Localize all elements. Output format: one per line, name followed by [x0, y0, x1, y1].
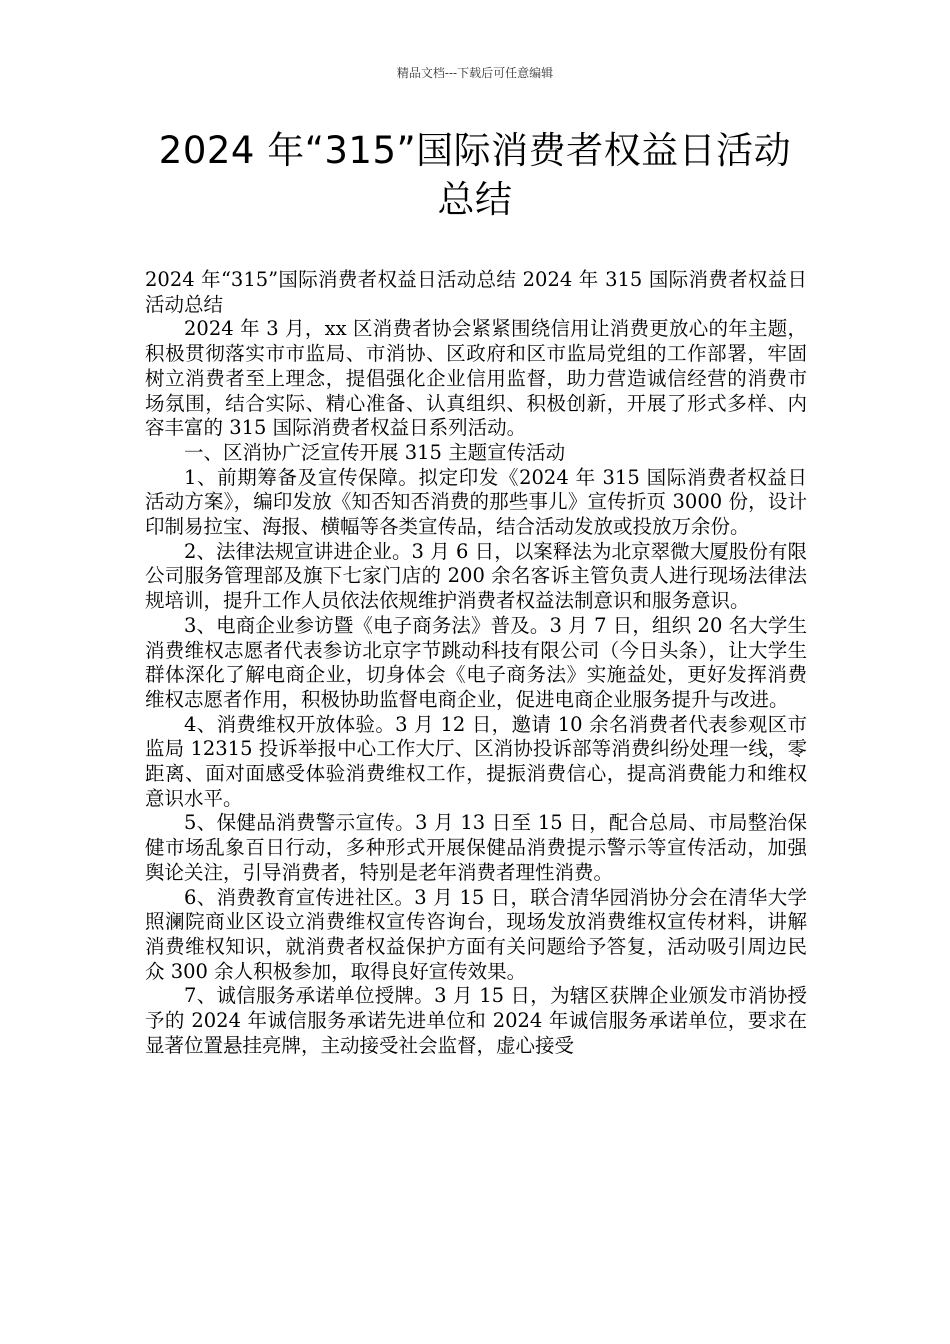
item-paragraph-6: 6、消费教育宣传进社区。3 月 15 日，联合清华园消协分会在清华大学照澜院商业区设立消费维权宣传咨询台，现场发放消费维权宣传材料，讲解消费维权知识，就消费者权益保护方面有关问题给予答复，活动吸引周边民众 300 余人积极参加，取得良好宣传效果。 — [145, 885, 807, 983]
document-title — [100, 126, 850, 224]
item-paragraph-5: 5、保健品消费警示宣传。3 月 13 日至 15 日，配合总局、市局整治保健市场乱象百日行动，多种形式开展保健品消费提示警示等宣传活动，加强舆论关注，引导消费者，特别是老年消费者理性消费。 — [145, 811, 807, 884]
document-body — [145, 268, 807, 1059]
page-header: 精品文档---下载后可任意编辑 — [396, 66, 554, 80]
item-paragraph-7: 7、诚信服务承诺单位授牌。3 月 15 日，为辖区获牌企业颁发市消协授予的 2024 年诚信服务承诺先进单位和 2024 年诚信服务承诺单位，要求在显著位置悬挂亮牌，主动接受社会监督，虚心接受 — [145, 984, 807, 1057]
section-heading: 一、区消协广泛宣传开展 315 主题宣传活动 — [184, 440, 566, 464]
lead-paragraph: 2024 年“315”国际消费者权益日活动总结 2024 年 315 国际消费者权益日活动总结 — [145, 268, 807, 316]
intro-paragraph: 2024 年 3 月，xx 区消费者协会紧紧围绕信用让消费更放心的年主题，积极贯彻落实市市监局、市消协、区政府和区市监局党组的工作部署，牢固树立消费者至上理念，提倡强化企业信用监督，助力营造诚信经营的消费市场氛围，结合实际、精心准备、认真组织、积极创新，开展了形式多样、内容丰富的 315 国际消费者权益日系列活动。 — [145, 317, 807, 440]
title-line-2: 总结 — [437, 178, 513, 221]
item-paragraph-2: 2、法律法规宣讲进企业。3 月 6 日，以案释法为北京翠微大厦股份有限公司服务管理部及旗下七家门店的 200 余名客诉主管负责人进行现场法律法规培训，提升工作人员依法依规维护消费者权益法制意识和服务意识。 — [145, 539, 807, 613]
item-paragraph-1: 1、前期筹备及宣传保障。拟定印发《2024 年 315 国际消费者权益日活动方案》，编印发放《知否知否消费的那些事儿》宣传折页 3000 份，设计印制易拉宝、海报、横幅等各类宣传品，结合活动发放或投放万余份。 — [145, 465, 807, 539]
title-line-1: 2024 年“315”国际消费者权益日活动 — [158, 129, 792, 172]
item-paragraph-3: 3、电商企业参访暨《电子商务法》普及。3 月 7 日，组织 20 名大学生消费维权志愿者代表参访北京字节跳动科技有限公司（今日头条），让大学生群体深化了解电商企业，切身体会《电子商务法》实施益处，更好发挥消费维权志愿者作用，积极协助监督电商企业，促进电商企业服务提升与改进。 — [145, 613, 807, 711]
item-paragraph-4: 4、消费维权开放体验。3 月 12 日，邀请 10 余名消费者代表参观区市监局 12315 投诉举报中心工作大厅、区消协投诉部等消费纠纷处理一线，零距离、面对面感受体验消费维权工作，提振消费信心，提高消费能力和维权意识水平。 — [145, 712, 807, 810]
